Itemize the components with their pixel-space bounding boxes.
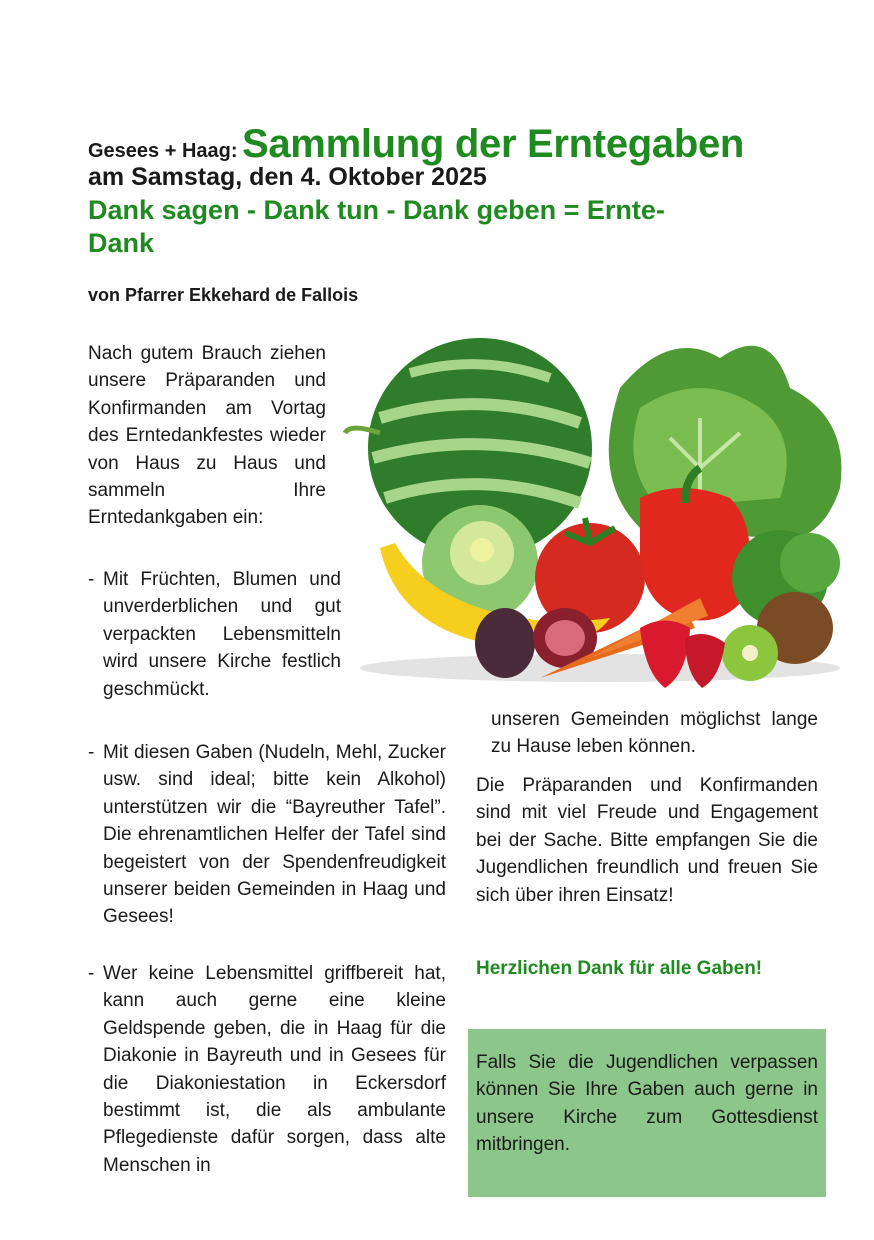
thanks-line: Herzlichen Dank für alle Gaben!: [476, 958, 763, 979]
bullet-text: Mit Früchten, Blumen und unverderblichen und gut verpackten Lebensmitteln wird unsere Kirche festlich geschmückt.: [103, 569, 341, 700]
vegetables-illustration-icon: [340, 328, 860, 698]
list-item: [88, 566, 341, 703]
bullet-dash: -: [88, 963, 95, 984]
intro-paragraph: Nach gutem Brauch ziehen unsere Präparanden und Konfirmanden am Vortag des Erntedankfestes wieder von Haus zu Haus und sammeln Ihre Erntedankgaben ein:: [88, 343, 326, 529]
bullet-text: Mit diesen Gaben (Nudeln, Mehl, Zucker usw. sind ideal; bitte kein Alkohol) unterstützen wir die “Bayreuther Tafel”. Die ehrenamtlichen Helfer der Tafel sind begeistert von der Spendenfreudigkeit unserer beiden Gemeinden in Haag und Gesees!: [103, 742, 446, 928]
bullet-continuation: unseren Gemeinden möglichst lange zu Hause leben können.: [491, 709, 818, 758]
subtitle: Dank sagen - Dank tun - Dank geben = Ernte-Dank: [88, 195, 665, 258]
bullet-dash: -: [88, 742, 95, 763]
page-title: Sammlung der Erntegaben: [241, 122, 745, 166]
author-line: von Pfarrer Ekkehard de Fallois: [88, 285, 359, 305]
bullet-dash: -: [88, 569, 95, 590]
closing-paragraph: Die Präparanden und Konfirmanden sind mit viel Freude und Engagement bei der Sache. Bitte empfangen Sie die Jugendlichen freundlich und freuen Sie sich über ihren Einsatz!: [476, 775, 818, 906]
list-item: [88, 960, 446, 1179]
list-item: [88, 739, 446, 931]
note-text: Falls Sie die Jugendlichen verpassen können Sie Ihre Gaben auch gerne in unsere Kirche zum Gottesdienst mitbringen.: [476, 1052, 818, 1156]
kicker: Gesees + Haag:: [88, 140, 238, 162]
title-line: [88, 122, 818, 167]
date-line: am Samstag, den 4. Oktober 2025: [88, 163, 487, 191]
article-header: [88, 122, 818, 260]
note-box: [468, 1029, 826, 1197]
bullet-text: Wer keine Lebensmittel griffbereit hat, kann auch gerne eine kleine Geldspende geben, die in Haag für die Diakonie in Bayreuth und in Gesees für die Diakoniestation in Eckersdorf bestimmt ist, die als ambulante Pflegedienste dafür sorgen, dass alte Menschen in: [103, 963, 446, 1176]
